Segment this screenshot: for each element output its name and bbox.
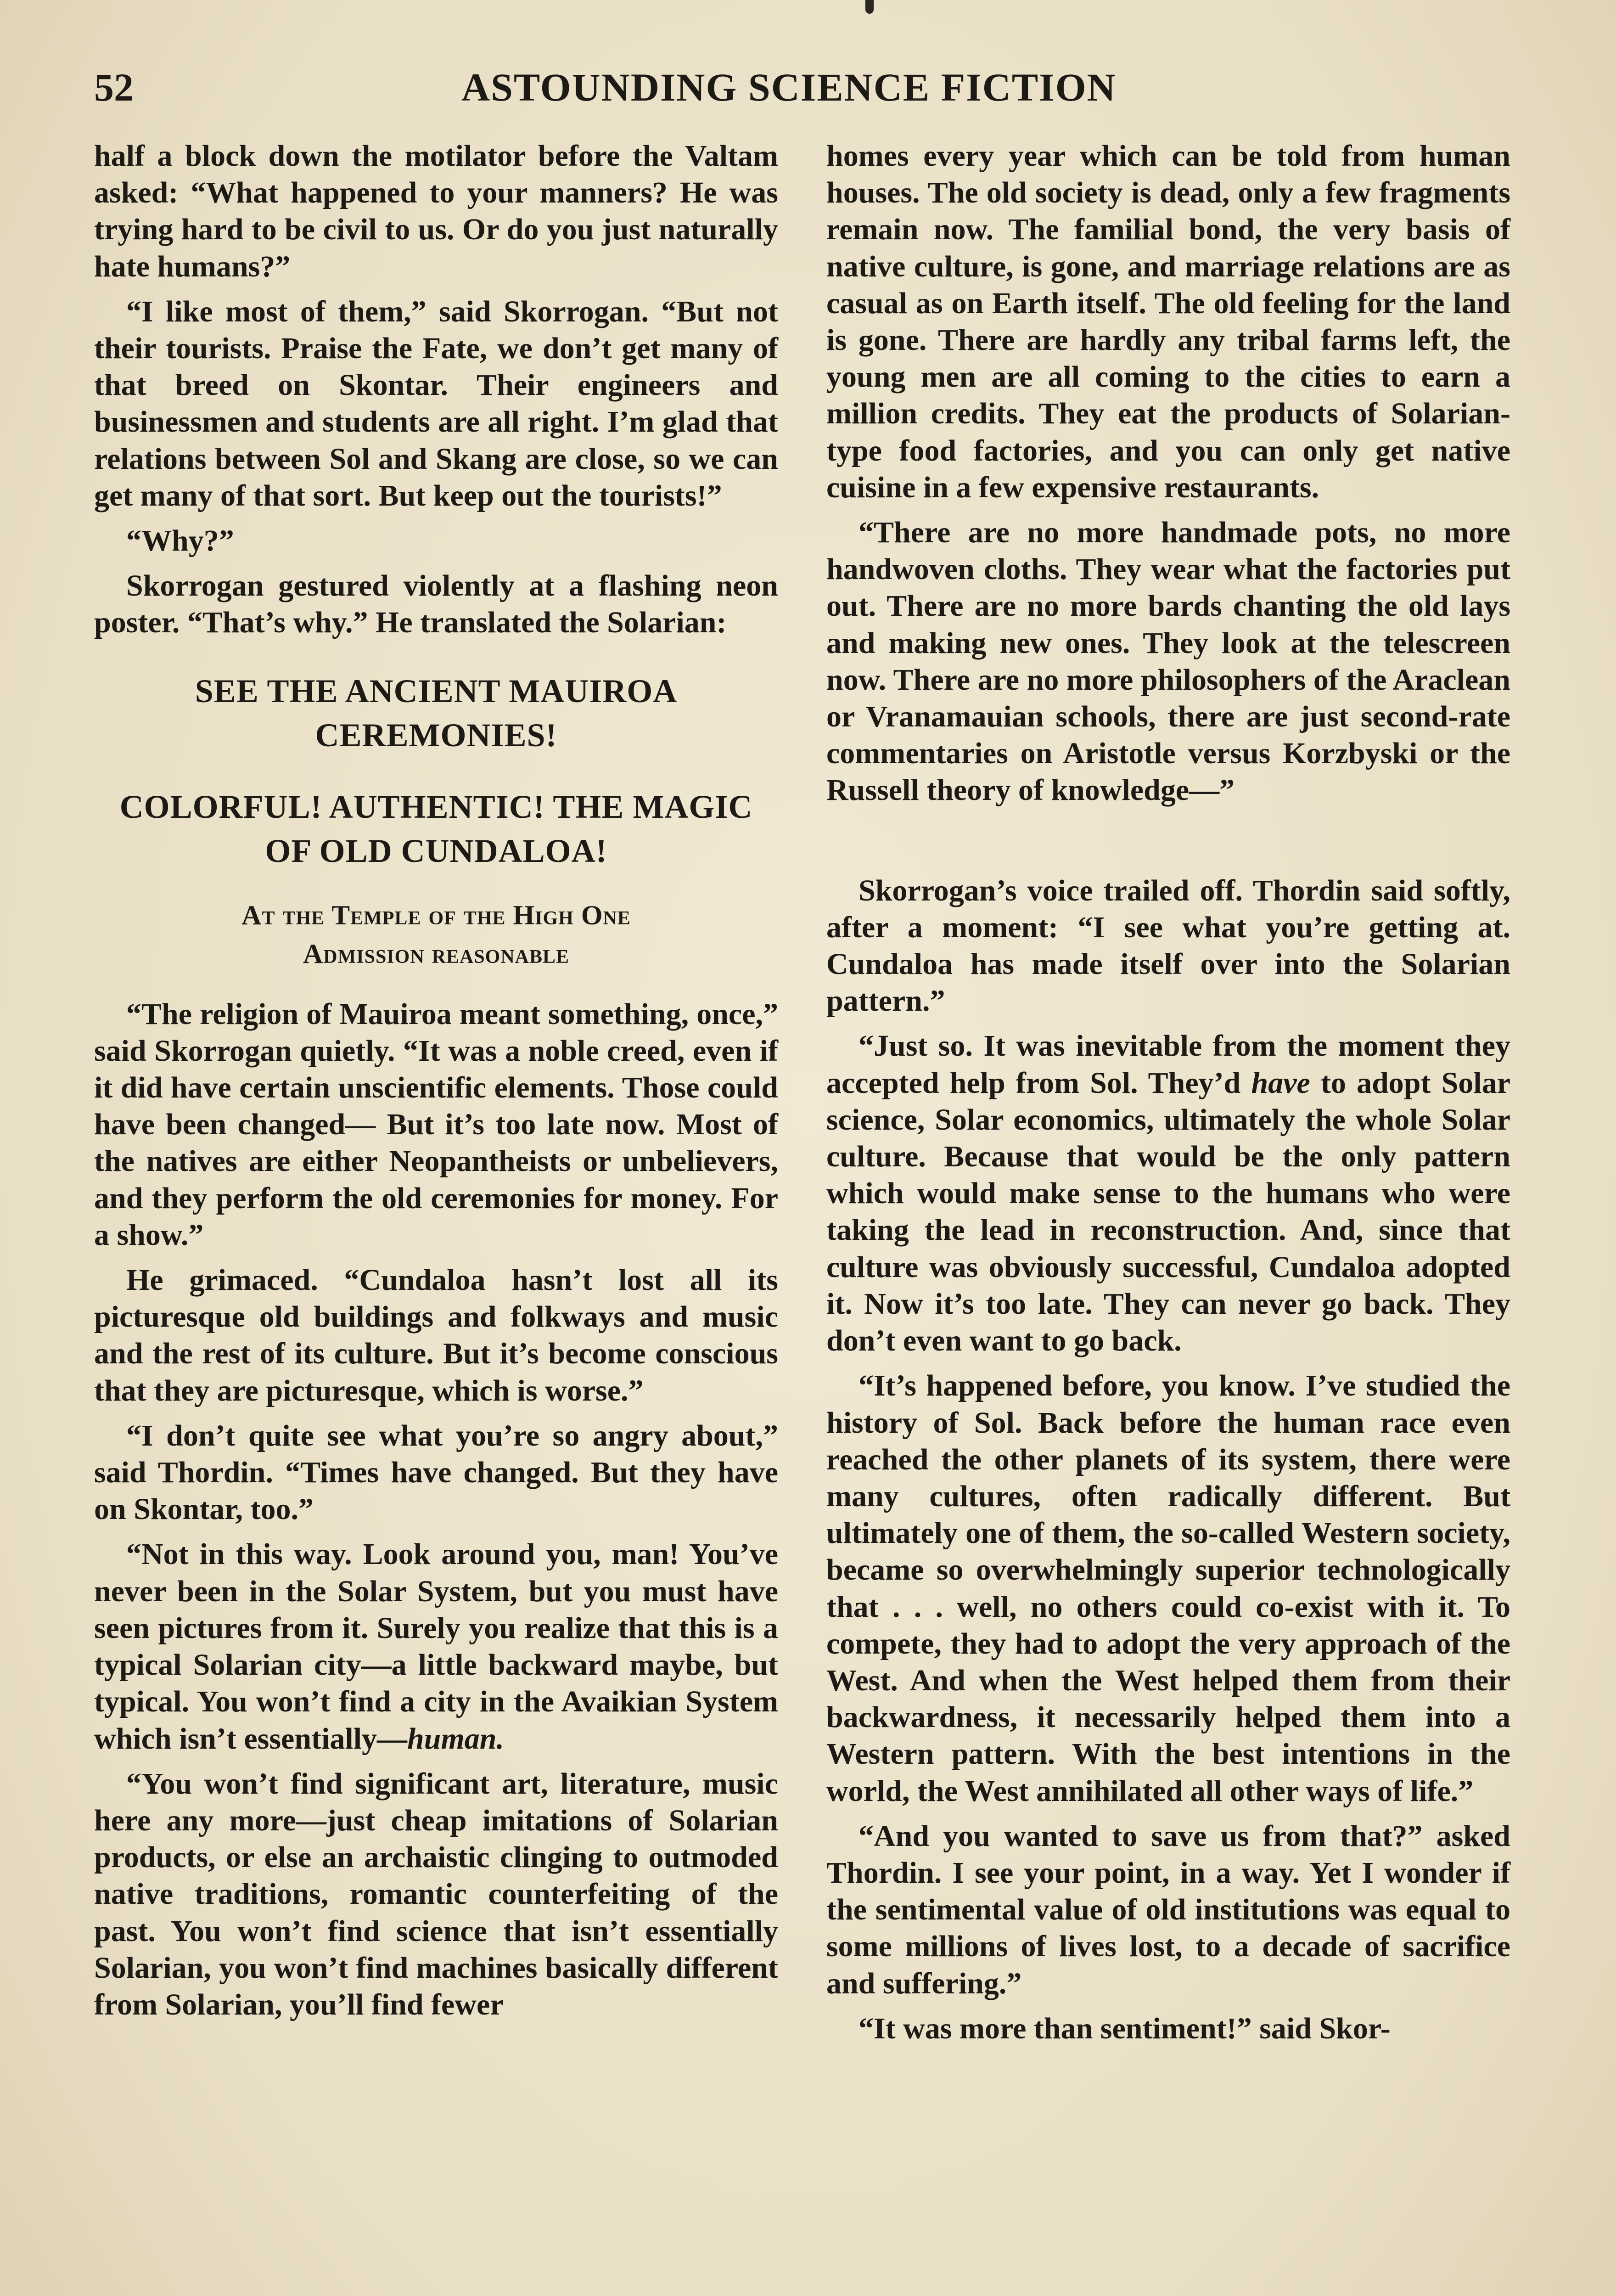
poster-line-ceremonies: SEE THE ANCIENT MAUIROA CEREMONIES!	[195, 672, 678, 754]
right-column	[826, 138, 1510, 2296]
paragraph: “Why?”	[126, 524, 234, 558]
edge-ink-mark	[865, 0, 874, 14]
left-column	[94, 138, 778, 2296]
poster-temple-text: At the Temple of the High One	[241, 900, 631, 930]
paragraph-text: to adopt Solar science, Solar economics, ultimately the whole Solar culture. Because that would be the only pattern which would make sense to the humans who were taking the lead in reconstruction. And, since that culture was obviously successful, Cundaloa adopted it. Now it’s too late. They can never go back. They don’t even want to go back.	[826, 1066, 1510, 1358]
paragraph	[94, 1536, 778, 1757]
paragraph: Skorrogan’s voice trailed off. Thordin said softly, after a moment: “I see what you’re getting at. Cundaloa has made itself over into the Solarian pattern.”	[826, 873, 1510, 1018]
paragraph: “You won’t find significant art, literature, music here any more—just cheap imitations of Solarian products, or else an archaistic clinging to outmoded native traditions, romantic counterfeiting of the past. You won’t find science that isn’t essentially Solarian, you won’t find machines basically different from Solarian, you’ll find fewer	[94, 1767, 778, 2021]
paragraph: “I don’t quite see what you’re so angry about,” said Thordin. “Times have changed. But they have on Skontar, too.”	[94, 1418, 778, 1526]
paragraph-text: “Just so. It was inevitable from the moment they accepted help from Sol. They’d	[826, 1029, 1510, 1100]
paragraph: Skorrogan gestured violently at a flashing neon poster. “That’s why.” He translated the Solarian:	[94, 569, 778, 640]
paragraph	[826, 1028, 1510, 1359]
section-break	[826, 817, 1510, 872]
paragraph: “There are no more handmade pots, no more handwoven cloths. They wear what the factories put out. There are no more bards chanting the old lays and making new ones. They look at the telescreen now. There are no more philosophers of the Araclean or Vranamauian schools, there are just second-rate commentaries on Aristotle versus Korzbyski or the Russell theory of knowledge—”	[826, 516, 1510, 807]
paragraph: “And you wanted to save us from that?” asked Thordin. I see your point, in a way. Yet I wonder if the sentimental value of old institutions was equal to some millions of lives lost, to a decade of sacrifice and suffering.”	[826, 1819, 1510, 2000]
paragraph: “I like most of them,” said Skorrogan. “But not their tourists. Praise the Fate, we don’t get many of that breed on Skontar. Their engineers and businessmen and students are all right. I’m glad that relations between Sol and Skang are close, so we can get many of that sort. But keep out the tourists!”	[94, 294, 778, 512]
paragraph: half a block down the motilator before the Valtam asked: “What happened to your manners? He was trying hard to be civil to us. Or do you just naturally hate humans?”	[94, 139, 778, 283]
emphasis-text: have	[1251, 1066, 1310, 1100]
paragraph: He grimaced. “Cundaloa hasn’t lost all its picturesque old buildings and folkways and music and the rest of its culture. But it’s become conscious that they are picturesque, which is worse.”	[94, 1263, 778, 1407]
poster-admission-text: Admission reasonable	[303, 938, 570, 969]
paragraph: “It’s happened before, you know. I’ve studied the history of Sol. Back before the human race even reached the other planets of its system, there were many cultures, often radically different. But ultimately one of them, the so-called Western society, became so overwhelmingly superior technologically that . . . well, no others could co-exist with it. To compete, they had to adopt the very approach of the West. And when the West helped them from their backwardness, it necessarily helped them into a Western pattern. With the best intentions in the world, the West annihilated all other ways of life.”	[826, 1369, 1510, 1808]
page-number: 52	[94, 65, 134, 109]
running-title: ASTOUNDING SCIENCE FICTION	[461, 65, 1117, 109]
emphasis-text: human.	[407, 1722, 505, 1756]
paragraph: “It was more than sentiment!” said Skor-	[858, 2011, 1391, 2045]
poster-line-authentic: COLORFUL! AUTHENTIC! THE MAGIC OF OLD CUNDALOA!	[119, 788, 753, 869]
page-header	[94, 64, 1531, 115]
paragraph: homes every year which can be told from human houses. The old society is dead, only a few fragments remain now. The familial bond, the very basis of native culture, is gone, and marriage relations are as casual as on Earth itself. The old feeling for the land is gone. There are hardly any tribal farms left, the young men are all coming to the cities to earn a million credits. They eat the products of Solarian-type food factories, and you can only get native cuisine in a few expensive restaurants.	[826, 139, 1510, 504]
paragraph: “The religion of Mauiroa meant something, once,” said Skorrogan quietly. “It was a noble creed, even if it did have certain unscientific elements. Those could have been changed— But it’s too late now. Most of the natives are either Neopantheists or unbelievers, and they perform the old ceremonies for money. For a show.”	[94, 997, 778, 1252]
poster-line-temple	[94, 896, 778, 973]
paragraph-text: “Not in this way. Look around you, man! You’ve never been in the Solar System, but you must have seen pictures from it. Surely you realize that this is a typical Solarian city—a little backward maybe, but typical. You won’t find a city in the Avaikian System which isn’t essentially—	[94, 1537, 778, 1756]
